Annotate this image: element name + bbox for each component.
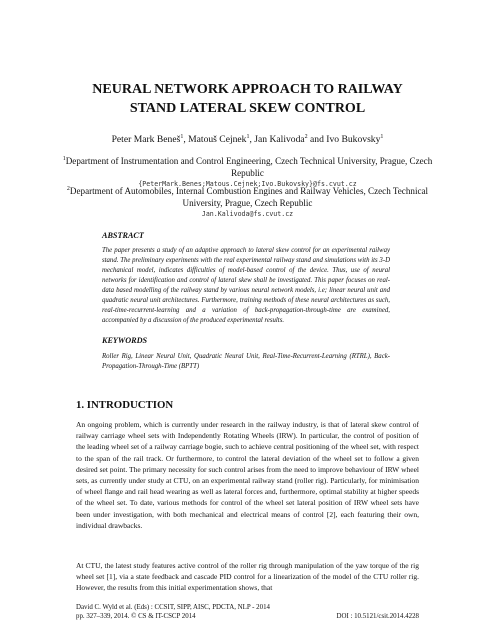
section-heading-introduction: 1. INTRODUCTION [76, 399, 174, 411]
affiliation-email: Jan.Kalivoda@fs.cvut.cz [201, 210, 294, 218]
keywords-heading: KEYWORDS [102, 336, 148, 345]
title-line-2: STAND LATERAL SKEW CONTROL [129, 101, 366, 116]
affiliation-2 [60, 186, 435, 219]
author-sup: 2 [304, 133, 308, 140]
affiliation-text: Department of Automobiles, Internal Combustion Engines and Railway Vehicles, Czech Technical University, Prague, Czech Republic [69, 186, 429, 208]
affiliation-sup: 1 [62, 155, 66, 162]
abstract-heading: ABSTRACT [102, 231, 144, 240]
footer-pages: pp. 327–339, 2014. © CS & IT-CSCP 2014 [76, 613, 196, 620]
affiliation-sup: 2 [66, 185, 70, 192]
page-footer [76, 603, 419, 621]
author-sup: 1 [246, 133, 250, 140]
footer-citation: David C. Wyld et al. (Eds) : CCSIT, SIPP, AISC, PDCTA, NLP - 2014 [76, 604, 270, 611]
keywords-text: Roller Rig, Linear Neural Unit, Quadratic Neural Unit, Real-Time-Recurrent-Learning (RTRL), Back-Propagation-Through-Time (BPTT) [102, 353, 390, 370]
author-sup: 1 [380, 133, 384, 140]
author-name: Ivo Bukovsky [326, 134, 381, 145]
author-sup: 1 [180, 133, 184, 140]
author-list: Peter Mark Beneš$^1$, Matouš Cejnek$^1$, Jan Kalivoda$^2$ and Ivo Bukovsky$^1$ [111, 133, 384, 145]
intro-paragraph-1: An ongoing problem, which is currently under research in the railway industry, is that of lateral skew control of railway carriage wheel sets with Independently Rotating Wheels (IRW). In particular, the control of position of the leading wheel set of a railway carriage bogie, such to achieve central positioning of the wheel set, with respect to the span of the rail track. Or furthermore, to control the lateral deviation of the wheel set to follow a given desired set point. The primary necessity for such control arises from the need to improve behaviour of IRW wheel sets, as currently under study at CTU, on an experimental railway stand (roller rig). Particularly, for minimisation of wheel flange and rail head wearing as well as lateral forces and, furthermore, optimal stability at higher speeds of the wheel set. To date, various methods for control of the wheel set lateral position of IRW wheel sets have been under investigation, with both mechanical and electrical means of control [2], each featuring their own, individual drawbacks. [76, 420, 419, 530]
affiliation-text: Department of Instrumentation and Control Engineering, Czech Technical University, Prague, Czech Republic [65, 156, 433, 178]
author-name: Matouš Cejnek [188, 134, 247, 145]
intro-paragraph-2: At CTU, the latest study features active control of the roller rig through manipulation of the yaw torque of the rig wheel set [1], via a state feedback and cascade PID control for a linearization of the model of the CTU roller rig. However, the results from this initial experimentation shows, that [76, 561, 419, 593]
footer-doi: DOI : 10.5121/csit.2014.4228 [336, 613, 419, 620]
title-line-1: NEURAL NETWORK APPROACH TO RAILWAY [92, 82, 403, 97]
author-name: Jan Kalivoda [254, 134, 305, 145]
author-name: Peter Mark Beneš [111, 134, 181, 145]
paper-title [40, 80, 455, 118]
abstract-text: The paper presents a study of an adaptive approach to lateral skew control for an experimental railway stand. The preliminary experiments with the real experimental railway stand and simulations with its 3-D mechanical model, indicates difficulties of model-based control of the device. Thus, use of neural networks for identification and control of lateral skew shall be investigated. This paper focuses on real-data based modelling of the railway stand by various neural network models, i.e; linear neural unit and quadratic neural unit architectures. Furthermore, training methods of these neural architectures as such, real-time-recurrent-learning and a variation of back-propagation-through-time are examined, accompanied by a discussion of the produced experimental results. [102, 247, 390, 324]
footer-row [76, 612, 419, 621]
affiliation-email: {PeterMark.Benes;Matous.Cejnek;Ivo.Bukovsky}@fs.cvut.cz [138, 180, 357, 188]
affiliation-1 [60, 156, 435, 189]
